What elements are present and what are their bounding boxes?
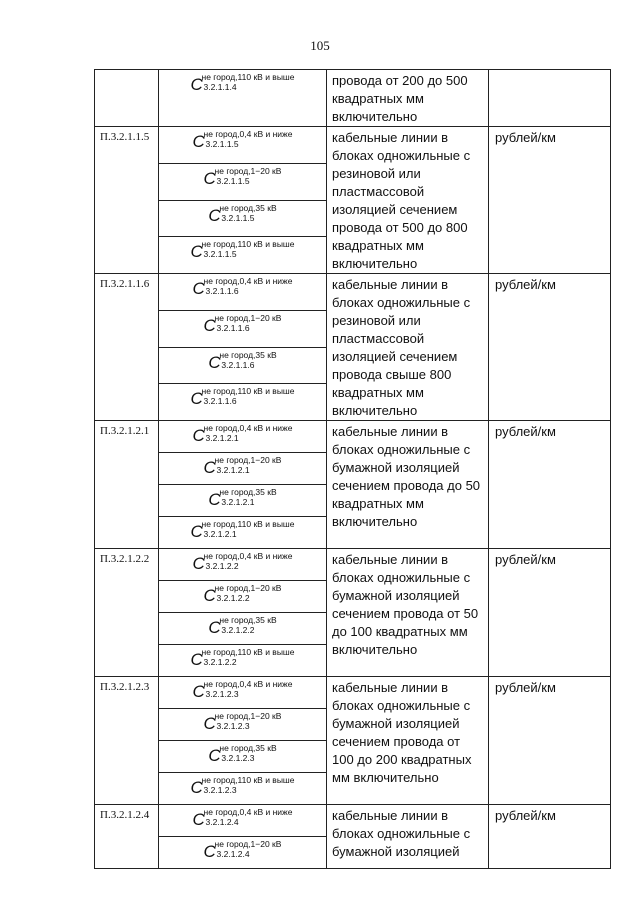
rate-symbol-subscript: 3.2.1.2.4 (205, 817, 239, 827)
table-row (95, 549, 611, 581)
rate-symbol-letter: C (192, 810, 205, 829)
rate-symbol-subscript: 3.2.1.1.6 (203, 396, 237, 407)
item-description: кабельные линии в блоках одножильные с резиновой или пластмассовой изоляцией сечением провода свыше 800 квадратных мм включительно (327, 274, 489, 421)
rate-symbol-subscript: 3.2.1.2.3 (205, 689, 239, 699)
rate-symbol-subscript: 3.2.1.1.5 (216, 175, 250, 186)
rate-symbol-superscript: не город,1−20 кВ (214, 711, 282, 721)
rate-symbol-superscript: не город,110 кВ и выше (201, 72, 295, 82)
rate-symbol (193, 276, 293, 296)
rate-symbol-cell (159, 677, 327, 709)
rate-symbol-cell (159, 310, 327, 347)
rate-symbol-cell (159, 453, 327, 485)
tariff-table (94, 69, 611, 869)
item-unit: рублей/км (489, 127, 611, 274)
table-row (95, 677, 611, 709)
rate-symbol (191, 519, 295, 539)
rate-symbol-subscript: 3.2.1.1.6 (205, 286, 239, 296)
item-code: П.3.2.1.2.4 (95, 805, 159, 869)
rate-symbol-cell (159, 517, 327, 549)
rate-symbol-subscript: 3.2.1.2.1 (221, 497, 255, 507)
rate-symbol-superscript: не город,1−20 кВ (214, 312, 282, 323)
rate-symbol-letter: C (190, 75, 203, 94)
rate-symbol-cell (159, 70, 327, 127)
rate-symbol-letter: C (192, 682, 205, 701)
rate-symbol-superscript: не город,0,4 кВ и ниже (203, 129, 293, 139)
rate-symbol-superscript: не город,110 кВ и выше (201, 775, 295, 785)
rate-symbol (208, 743, 276, 763)
rate-symbol-cell (159, 613, 327, 645)
rate-symbol-letter: C (190, 389, 203, 409)
rate-symbol (204, 583, 282, 603)
rate-symbol-letter: C (203, 458, 216, 477)
rate-symbol-superscript: не город,0,4 кВ и ниже (203, 551, 293, 561)
rate-symbol-superscript: не город,1−20 кВ (214, 455, 282, 465)
item-description: кабельные линии в блоках одножильные с бумажной изоляцией сечением провода от 100 до 200 квадратных мм включительно (327, 677, 489, 805)
table-row (95, 127, 611, 164)
rate-symbol (193, 423, 293, 443)
table-row (95, 274, 611, 311)
rate-symbol-letter: C (208, 205, 221, 225)
rate-symbol-superscript: не город,35 кВ (219, 615, 277, 625)
rate-symbol-superscript: не город,110 кВ и выше (201, 647, 295, 657)
rate-symbol-letter: C (203, 714, 216, 733)
rate-symbol-letter: C (192, 426, 205, 445)
rate-symbol (190, 386, 295, 409)
rate-symbol-cell (159, 127, 327, 164)
rate-symbol-subscript: 3.2.1.1.6 (221, 359, 255, 370)
rate-symbol (204, 839, 282, 859)
rate-symbol (208, 203, 276, 223)
rate-symbol-subscript: 3.2.1.2.2 (216, 593, 250, 603)
rate-symbol-cell (159, 200, 327, 237)
item-description: кабельные линии в блоках одножильные с резиновой или пластмассовой изоляцией сечением провода от 500 до 800 квадратных мм включительно (327, 127, 489, 274)
table-row (95, 70, 611, 127)
page-number: 105 (310, 38, 330, 53)
rate-symbol-cell (159, 709, 327, 741)
rate-symbol-superscript: не город,1−20 кВ (214, 165, 282, 176)
rate-symbol-subscript: 3.2.1.2.2 (205, 561, 239, 571)
rate-symbol-letter: C (208, 352, 221, 372)
rate-symbol-letter: C (208, 746, 221, 765)
rate-symbol-subscript: 3.2.1.2.1 (203, 529, 237, 539)
rate-symbol-superscript: не город,1−20 кВ (214, 583, 282, 593)
rate-symbol-letter: C (192, 554, 205, 573)
rate-symbol-superscript: не город,0,4 кВ и ниже (203, 423, 293, 433)
rate-symbol-letter: C (192, 132, 205, 151)
item-unit: рублей/км (489, 677, 611, 805)
rate-symbol-letter: C (190, 778, 203, 797)
rate-symbol-subscript: 3.2.1.1.4 (203, 82, 237, 92)
table-row (95, 805, 611, 837)
rate-symbol (191, 647, 295, 667)
rate-symbol-superscript: не город,0,4 кВ и ниже (203, 276, 293, 286)
rate-symbol-superscript: не город,35 кВ (219, 487, 277, 497)
rate-symbol-subscript: 3.2.1.1.5 (221, 212, 255, 223)
rate-symbol-cell (159, 581, 327, 613)
item-description: провода от 200 до 500 квадратных мм включительно (327, 70, 489, 127)
rate-symbol (208, 487, 276, 507)
rate-symbol (204, 711, 282, 731)
rate-symbol-superscript: не город,110 кВ и выше (201, 386, 295, 397)
rate-symbol-letter: C (203, 842, 216, 861)
rate-symbol (208, 350, 276, 370)
item-unit: рублей/км (489, 421, 611, 549)
item-unit: рублей/км (489, 274, 611, 421)
rate-symbol-subscript: 3.2.1.2.2 (203, 657, 237, 667)
rate-symbol-letter: C (203, 586, 216, 605)
rate-symbol-cell (159, 645, 327, 677)
rate-symbol-letter: C (190, 522, 203, 541)
table-row (95, 421, 611, 453)
rate-symbol-superscript: не город,1−20 кВ (214, 839, 282, 849)
rate-symbol-subscript: 3.2.1.2.3 (203, 785, 237, 795)
rate-symbol (204, 166, 282, 186)
rate-symbol (191, 72, 295, 92)
item-code: П.3.2.1.1.5 (95, 127, 159, 274)
rate-symbol-subscript: 3.2.1.1.5 (203, 249, 237, 260)
rate-symbol-subscript: 3.2.1.2.1 (205, 433, 239, 443)
rate-symbol-cell (159, 773, 327, 805)
rate-symbol-superscript: не город,110 кВ и выше (201, 239, 295, 250)
item-description: кабельные линии в блоках одножильные с бумажной изоляцией (327, 805, 489, 869)
rate-symbol-cell (159, 237, 327, 274)
rate-symbol-letter: C (190, 650, 203, 669)
rate-symbol-subscript: 3.2.1.2.2 (221, 625, 255, 635)
rate-symbol-subscript: 3.2.1.1.6 (216, 322, 250, 333)
tariff-table-body (95, 70, 611, 869)
item-code: П.3.2.1.2.3 (95, 677, 159, 805)
rate-symbol-superscript: не город,0,4 кВ и ниже (203, 679, 293, 689)
rate-symbol-cell (159, 805, 327, 837)
item-code: П.3.2.1.1.6 (95, 274, 159, 421)
rate-symbol-cell (159, 347, 327, 384)
rate-symbol-superscript: не город,35 кВ (219, 743, 277, 753)
rate-symbol (208, 615, 276, 635)
rate-symbol-subscript: 3.2.1.2.3 (216, 721, 250, 731)
rate-symbol (190, 239, 295, 262)
rate-symbol-superscript: не город,35 кВ (219, 202, 277, 213)
item-unit (489, 70, 611, 127)
rate-symbol-cell (159, 549, 327, 581)
rate-symbol-cell (159, 741, 327, 773)
rate-symbol-superscript: не город,0,4 кВ и ниже (203, 807, 293, 817)
rate-symbol (193, 551, 293, 571)
item-description: кабельные линии в блоках одножильные с бумажной изоляцией сечением провода от 50 до 100 квадратных мм включительно (327, 549, 489, 677)
rate-symbol-subscript: 3.2.1.2.4 (216, 849, 250, 859)
rate-symbol-letter: C (190, 242, 203, 262)
item-description: кабельные линии в блоках одножильные с бумажной изоляцией сечением провода до 50 квадратных мм включительно (327, 421, 489, 549)
rate-symbol-subscript: 3.2.1.2.1 (216, 465, 250, 475)
rate-symbol-letter: C (208, 618, 221, 637)
rate-symbol-cell (159, 163, 327, 200)
rate-symbol-letter: C (208, 490, 221, 509)
rate-symbol-cell (159, 485, 327, 517)
item-code: П.3.2.1.2.1 (95, 421, 159, 549)
item-unit: рублей/км (489, 805, 611, 869)
rate-symbol-cell (159, 274, 327, 311)
rate-symbol-subscript: 3.2.1.2.3 (221, 753, 255, 763)
rate-symbol-letter: C (192, 279, 205, 298)
rate-symbol-cell (159, 384, 327, 421)
item-unit: рублей/км (489, 549, 611, 677)
rate-symbol (204, 313, 282, 333)
rate-symbol (193, 679, 293, 699)
rate-symbol (204, 455, 282, 475)
rate-symbol-letter: C (203, 315, 216, 335)
item-code (95, 70, 159, 127)
rate-symbol-letter: C (203, 168, 216, 188)
rate-symbol (193, 129, 293, 149)
rate-symbol (191, 775, 295, 795)
rate-symbol-superscript: не город,110 кВ и выше (201, 519, 295, 529)
rate-symbol (193, 807, 293, 827)
item-code: П.3.2.1.2.2 (95, 549, 159, 677)
rate-symbol-cell (159, 421, 327, 453)
rate-symbol-superscript: не город,35 кВ (219, 349, 277, 360)
rate-symbol-subscript: 3.2.1.1.5 (205, 139, 239, 149)
rate-symbol-cell (159, 837, 327, 869)
